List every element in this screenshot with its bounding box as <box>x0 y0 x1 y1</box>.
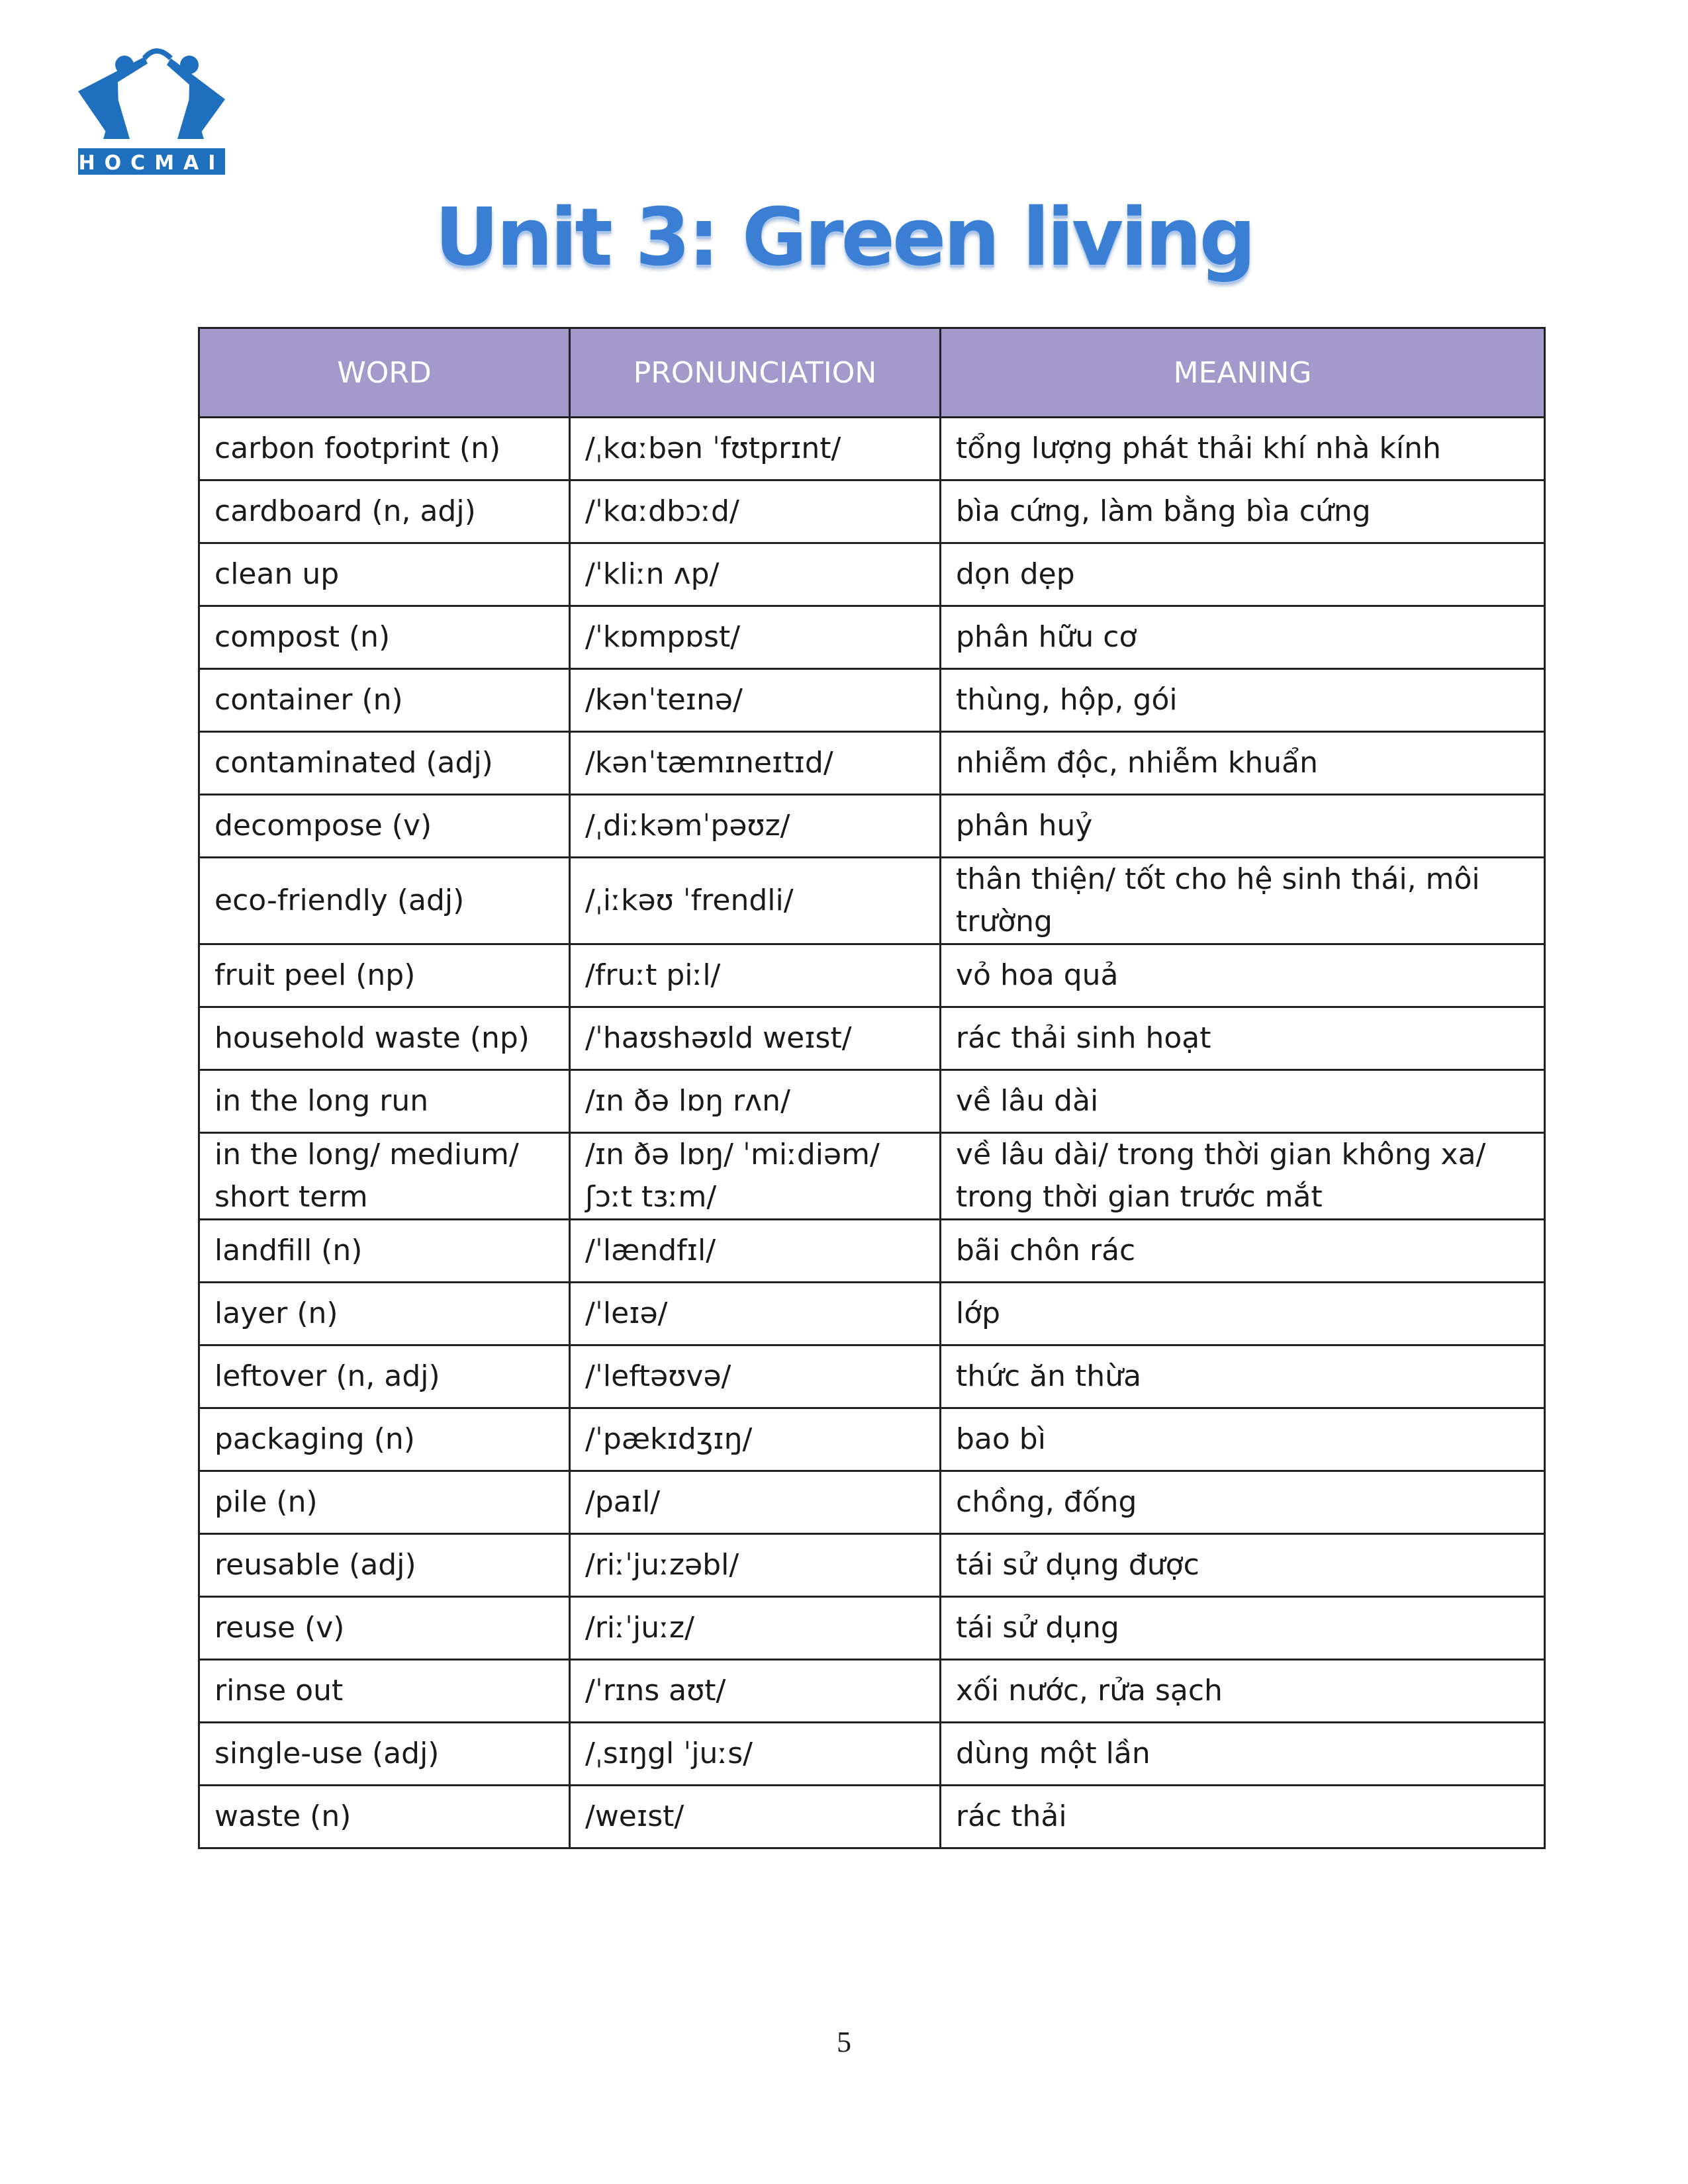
cell-word: contaminated (adj) <box>199 732 570 795</box>
table-row <box>199 858 1545 944</box>
cell-word: reuse (v) <box>199 1597 570 1660</box>
cell-meaning: thân thiện/ tốt cho hệ sinh thái, môi trường <box>941 858 1545 944</box>
cell-word: cardboard (n, adj) <box>199 480 570 543</box>
cell-word: carbon footprint (n) <box>199 418 570 480</box>
table-row <box>199 1283 1545 1345</box>
cell-word: waste (n) <box>199 1786 570 1848</box>
cell-meaning: bãi chôn rác <box>941 1220 1545 1283</box>
logo-text: HOCMAI <box>78 152 225 175</box>
cell-meaning: xối nước, rửa sạch <box>941 1660 1545 1723</box>
table-header-row <box>199 328 1545 418</box>
table-row <box>199 795 1545 858</box>
cell-meaning: phân huỷ <box>941 795 1545 858</box>
cell-word: decompose (v) <box>199 795 570 858</box>
cell-word: landfill (n) <box>199 1220 570 1283</box>
cell-meaning: tái sử dụng được <box>941 1534 1545 1597</box>
table-row <box>199 543 1545 606</box>
cell-pronunciation: /ˌsɪŋgl ˈjuːs/ <box>570 1723 941 1786</box>
cell-word: clean up <box>199 543 570 606</box>
cell-pronunciation: /ˈpækɪdʒɪŋ/ <box>570 1408 941 1471</box>
cell-pronunciation: /ˈleɪə/ <box>570 1283 941 1345</box>
hocmai-logo <box>78 38 225 175</box>
vocabulary-table <box>198 327 1546 1849</box>
table-row <box>199 1070 1545 1133</box>
table-row <box>199 1723 1545 1786</box>
cell-meaning: về lâu dài/ trong thời gian không xa/ trong thời gian trước mắt <box>941 1133 1545 1220</box>
cell-word: rinse out <box>199 1660 570 1723</box>
cell-pronunciation: /ˈrɪns aʊt/ <box>570 1660 941 1723</box>
cell-pronunciation: /riːˈjuːz/ <box>570 1597 941 1660</box>
cell-pronunciation: /ɪn ðə lɒŋ rʌn/ <box>570 1070 941 1133</box>
cell-meaning: nhiễm độc, nhiễm khuẩn <box>941 732 1545 795</box>
cell-word: layer (n) <box>199 1283 570 1345</box>
cell-meaning: vỏ hoa quả <box>941 944 1545 1007</box>
cell-meaning: bìa cứng, làm bằng bìa cứng <box>941 480 1545 543</box>
cell-word: packaging (n) <box>199 1408 570 1471</box>
cell-pronunciation: /ˈhaʊshəʊld weɪst/ <box>570 1007 941 1070</box>
cell-pronunciation: /kənˈtæmɪneɪtɪd/ <box>570 732 941 795</box>
cell-pronunciation: /ˈlændfɪl/ <box>570 1220 941 1283</box>
header-meaning: MEANING <box>941 328 1545 418</box>
cell-word: reusable (adj) <box>199 1534 570 1597</box>
cell-pronunciation: /ˈkɒmpɒst/ <box>570 606 941 669</box>
cell-meaning: tái sử dụng <box>941 1597 1545 1660</box>
cell-word: container (n) <box>199 669 570 732</box>
cell-meaning: rác thải sinh hoạt <box>941 1007 1545 1070</box>
table-row <box>199 1534 1545 1597</box>
cell-meaning: tổng lượng phát thải khí nhà kính <box>941 418 1545 480</box>
cell-word: household waste (np) <box>199 1007 570 1070</box>
cell-meaning: thùng, hộp, gói <box>941 669 1545 732</box>
header-word: WORD <box>199 328 570 418</box>
cell-meaning: thức ăn thừa <box>941 1345 1545 1408</box>
table-row <box>199 1660 1545 1723</box>
cell-pronunciation: /riːˈjuːzəbl/ <box>570 1534 941 1597</box>
page-number: 5 <box>837 2026 851 2058</box>
cell-pronunciation: /fruːt piːl/ <box>570 944 941 1007</box>
table-row <box>199 480 1545 543</box>
cell-pronunciation: /ˌkɑːbən ˈfʊtprɪnt/ <box>570 418 941 480</box>
table-row <box>199 418 1545 480</box>
cell-pronunciation: /weɪst/ <box>570 1786 941 1848</box>
cell-meaning: bao bì <box>941 1408 1545 1471</box>
table-row <box>199 1345 1545 1408</box>
cell-pronunciation: /ˌiːkəʊ ˈfrendli/ <box>570 858 941 944</box>
table-row <box>199 1133 1545 1220</box>
cell-meaning: phân hữu cơ <box>941 606 1545 669</box>
table-row <box>199 1408 1545 1471</box>
table-row <box>199 944 1545 1007</box>
cell-word: eco-friendly (adj) <box>199 858 570 944</box>
table-row <box>199 1597 1545 1660</box>
cell-word: pile (n) <box>199 1471 570 1534</box>
cell-word: in the long run <box>199 1070 570 1133</box>
cell-word: fruit peel (np) <box>199 944 570 1007</box>
cell-word: in the long/ medium/ short term <box>199 1133 570 1220</box>
cell-pronunciation: /paɪl/ <box>570 1471 941 1534</box>
cell-meaning: lớp <box>941 1283 1545 1345</box>
cell-pronunciation: /ˈkliːn ʌp/ <box>570 543 941 606</box>
table-row <box>199 1007 1545 1070</box>
table-row <box>199 669 1545 732</box>
table-row <box>199 1471 1545 1534</box>
cell-meaning: về lâu dài <box>941 1070 1545 1133</box>
table-row <box>199 732 1545 795</box>
table-row <box>199 606 1545 669</box>
cell-pronunciation: /ɪn ðə lɒŋ/ ˈmiːdiəm/ ʃɔːt tɜːm/ <box>570 1133 941 1220</box>
cell-meaning: rác thải <box>941 1786 1545 1848</box>
cell-word: single-use (adj) <box>199 1723 570 1786</box>
cell-pronunciation: /ˈleftəʊvə/ <box>570 1345 941 1408</box>
cell-pronunciation: /ˌdiːkəmˈpəʊz/ <box>570 795 941 858</box>
cell-meaning: dùng một lần <box>941 1723 1545 1786</box>
cell-meaning: chồng, đống <box>941 1471 1545 1534</box>
cell-word: leftover (n, adj) <box>199 1345 570 1408</box>
cell-meaning: dọn dẹp <box>941 543 1545 606</box>
table-row <box>199 1786 1545 1848</box>
table-row <box>199 1220 1545 1283</box>
header-pronunciation: PRONUNCIATION <box>570 328 941 418</box>
cell-pronunciation: /kənˈteɪnə/ <box>570 669 941 732</box>
cell-pronunciation: /ˈkɑːdbɔːd/ <box>570 480 941 543</box>
page-title: Unit 3: Green living <box>434 192 1254 284</box>
cell-word: compost (n) <box>199 606 570 669</box>
